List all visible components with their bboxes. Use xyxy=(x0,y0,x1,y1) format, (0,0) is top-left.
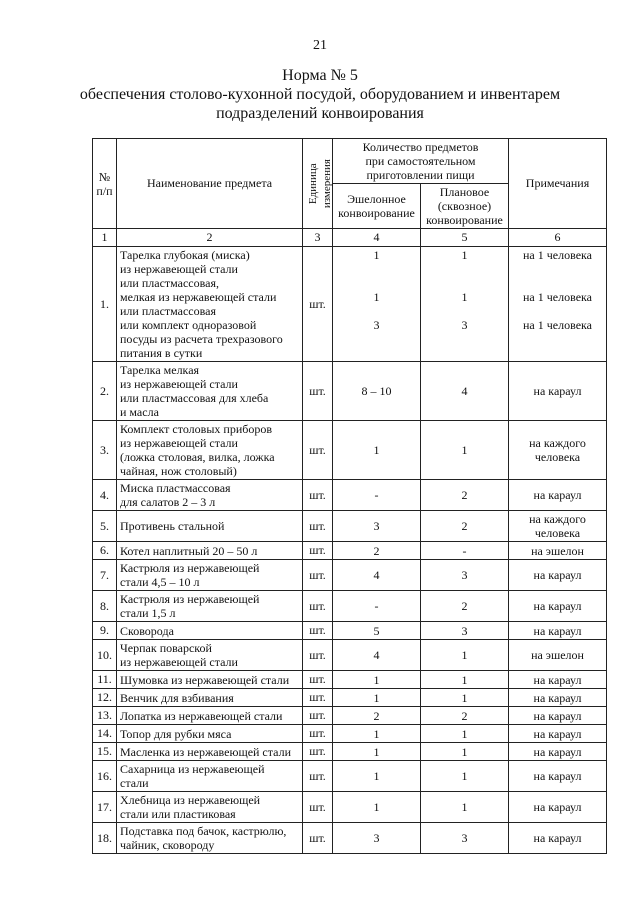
unit-cell: шт. xyxy=(303,707,333,725)
header-qty: Количество предметов при самостоятельном приготовлении пищи xyxy=(333,139,509,184)
item-name: Тарелка мелкая из нержавеющей стали или пластмассовая для хлеба и масла xyxy=(117,362,303,421)
planned-qty: 1 xyxy=(421,792,509,823)
planned-qty: 1 xyxy=(421,640,509,671)
echelon-qty: 1 xyxy=(333,761,421,792)
row-number: 14. xyxy=(93,725,117,743)
column-number: 2 xyxy=(117,229,303,247)
item-name: Миска пластмассовая для салатов 2 – 3 л xyxy=(117,480,303,511)
planned-qty: 1 xyxy=(421,671,509,689)
unit-cell: шт. xyxy=(303,560,333,591)
column-number: 3 xyxy=(303,229,333,247)
note-cell: на караул xyxy=(509,743,607,761)
unit-cell: шт. xyxy=(303,725,333,743)
item-name: Кастрюля из нержавеющей стали 4,5 – 10 л xyxy=(117,560,303,591)
planned-qty: - xyxy=(421,542,509,560)
note-cell: на караул xyxy=(509,591,607,622)
unit-cell: шт. xyxy=(303,511,333,542)
note-cell: на караул xyxy=(509,823,607,854)
echelon-qty: 3 xyxy=(333,823,421,854)
echelon-qty: 1 xyxy=(333,671,421,689)
row-number: 15. xyxy=(93,743,117,761)
item-name: Подставка под бачок, кастрюлю, чайник, сковороду xyxy=(117,823,303,854)
table-row xyxy=(93,792,607,823)
table-row xyxy=(93,761,607,792)
planned-qty: 1 xyxy=(421,689,509,707)
planned-qty: 2 xyxy=(421,707,509,725)
row-number: 9. xyxy=(93,622,117,640)
planned-qty: 2 xyxy=(421,480,509,511)
unit-cell: шт. xyxy=(303,689,333,707)
unit-cell: шт. xyxy=(303,622,333,640)
echelon-qty: 1 1 3 xyxy=(333,247,421,362)
column-numbers-row xyxy=(93,229,607,247)
echelon-qty: 1 xyxy=(333,725,421,743)
item-name: Противень стальной xyxy=(117,511,303,542)
note-cell: на караул xyxy=(509,362,607,421)
table-row xyxy=(93,743,607,761)
echelon-qty: 1 xyxy=(333,421,421,480)
unit-cell: шт. xyxy=(303,792,333,823)
row-number: 3. xyxy=(93,421,117,480)
row-number: 8. xyxy=(93,591,117,622)
row-number: 12. xyxy=(93,689,117,707)
item-name: Хлебница из нержавеющей стали или пластиковая xyxy=(117,792,303,823)
echelon-qty: 1 xyxy=(333,743,421,761)
header-unit-text: Единица измерения xyxy=(307,158,333,209)
unit-cell: шт. xyxy=(303,591,333,622)
row-number: 1. xyxy=(93,247,117,362)
echelon-qty: 2 xyxy=(333,542,421,560)
table-row xyxy=(93,640,607,671)
table-row xyxy=(93,823,607,854)
table-row xyxy=(93,671,607,689)
item-name: Шумовка из нержавеющей стали xyxy=(117,671,303,689)
row-number: 6. xyxy=(93,542,117,560)
note-cell: на караул xyxy=(509,725,607,743)
note-cell: на каждого человека xyxy=(509,421,607,480)
echelon-qty: 1 xyxy=(333,689,421,707)
item-name: Тарелка глубокая (миска) из нержавеющей стали или пластмассовая, мелкая из нержавеющей стали или пластмассовая или комплект одноразовой посуды из расчета трехразового питания в сутки xyxy=(117,247,303,362)
planned-qty: 3 xyxy=(421,622,509,640)
echelon-qty: - xyxy=(333,480,421,511)
header-notes: Примечания xyxy=(509,139,607,229)
unit-cell: шт. xyxy=(303,542,333,560)
note-cell: на караул xyxy=(509,480,607,511)
table-row xyxy=(93,725,607,743)
row-number: 18. xyxy=(93,823,117,854)
item-name: Масленка из нержавеющей стали xyxy=(117,743,303,761)
unit-cell: шт. xyxy=(303,671,333,689)
echelon-qty: 8 – 10 xyxy=(333,362,421,421)
item-name: Кастрюля из нержавеющей стали 1,5 л xyxy=(117,591,303,622)
unit-cell: шт. xyxy=(303,480,333,511)
header-num: № п/п xyxy=(93,139,117,229)
unit-cell: шт. xyxy=(303,421,333,480)
planned-qty: 4 xyxy=(421,362,509,421)
item-name: Котел наплитный 20 – 50 л xyxy=(117,542,303,560)
planned-qty: 3 xyxy=(421,823,509,854)
row-number: 7. xyxy=(93,560,117,591)
table-row xyxy=(93,511,607,542)
header-name: Наименование предмета xyxy=(117,139,303,229)
planned-qty: 1 xyxy=(421,761,509,792)
table-row xyxy=(93,560,607,591)
norm-table xyxy=(92,138,607,854)
header-planned: Плановое (сквозное) конвоирование xyxy=(421,184,509,229)
note-cell: на каждого человека xyxy=(509,511,607,542)
echelon-qty: 3 xyxy=(333,511,421,542)
planned-qty: 2 xyxy=(421,511,509,542)
item-name: Комплект столовых приборов из нержавеющей стали (ложка столовая, вилка, ложка чайная, нож столовый) xyxy=(117,421,303,480)
document-title xyxy=(0,66,640,123)
item-name: Лопатка из нержавеющей стали xyxy=(117,707,303,725)
table-row xyxy=(93,421,607,480)
echelon-qty: 1 xyxy=(333,792,421,823)
table-row xyxy=(93,362,607,421)
row-number: 16. xyxy=(93,761,117,792)
note-cell: на караул xyxy=(509,689,607,707)
table-row xyxy=(93,542,607,560)
header-unit xyxy=(303,139,333,229)
echelon-qty: 2 xyxy=(333,707,421,725)
planned-qty: 1 xyxy=(421,421,509,480)
unit-cell: шт. xyxy=(303,640,333,671)
item-name: Сахарница из нержавеющей стали xyxy=(117,761,303,792)
row-number: 11. xyxy=(93,671,117,689)
note-cell: на караул xyxy=(509,671,607,689)
page-number: 21 xyxy=(313,38,327,53)
column-number: 4 xyxy=(333,229,421,247)
echelon-qty: - xyxy=(333,591,421,622)
row-number: 10. xyxy=(93,640,117,671)
row-number: 17. xyxy=(93,792,117,823)
table-body xyxy=(93,247,607,854)
header-echelon: Эшелонное конвоирование xyxy=(333,184,421,229)
column-number: 1 xyxy=(93,229,117,247)
echelon-qty: 4 xyxy=(333,640,421,671)
table-row xyxy=(93,480,607,511)
note-cell: на 1 человека на 1 человека на 1 человека xyxy=(509,247,607,362)
item-name: Сковорода xyxy=(117,622,303,640)
title-line-1: Норма № 5 xyxy=(282,67,358,84)
table-row xyxy=(93,591,607,622)
table-row xyxy=(93,622,607,640)
planned-qty: 1 1 3 xyxy=(421,247,509,362)
note-cell: на эшелон xyxy=(509,542,607,560)
item-name: Топор для рубки мяса xyxy=(117,725,303,743)
item-name: Венчик для взбивания xyxy=(117,689,303,707)
planned-qty: 1 xyxy=(421,743,509,761)
note-cell: на караул xyxy=(509,761,607,792)
unit-cell: шт. xyxy=(303,247,333,362)
note-cell: на караул xyxy=(509,707,607,725)
note-cell: на караул xyxy=(509,622,607,640)
item-name: Черпак поварской из нержавеющей стали xyxy=(117,640,303,671)
unit-cell: шт. xyxy=(303,362,333,421)
row-number: 13. xyxy=(93,707,117,725)
title-line-2: обеспечения столово-кухонной посудой, оборудованием и инвентарем xyxy=(79,86,561,103)
planned-qty: 2 xyxy=(421,591,509,622)
row-number: 5. xyxy=(93,511,117,542)
planned-qty: 3 xyxy=(421,560,509,591)
unit-cell: шт. xyxy=(303,743,333,761)
column-number: 6 xyxy=(509,229,607,247)
row-number: 4. xyxy=(93,480,117,511)
table-row xyxy=(93,247,607,362)
table-row xyxy=(93,707,607,725)
row-number: 2. xyxy=(93,362,117,421)
column-number: 5 xyxy=(421,229,509,247)
note-cell: на караул xyxy=(509,792,607,823)
echelon-qty: 4 xyxy=(333,560,421,591)
note-cell: на эшелон xyxy=(509,640,607,671)
unit-cell: шт. xyxy=(303,823,333,854)
title-line-3: подразделений конвоирования xyxy=(216,105,424,122)
planned-qty: 1 xyxy=(421,725,509,743)
table-row xyxy=(93,689,607,707)
echelon-qty: 5 xyxy=(333,622,421,640)
note-cell: на караул xyxy=(509,560,607,591)
unit-cell: шт. xyxy=(303,761,333,792)
